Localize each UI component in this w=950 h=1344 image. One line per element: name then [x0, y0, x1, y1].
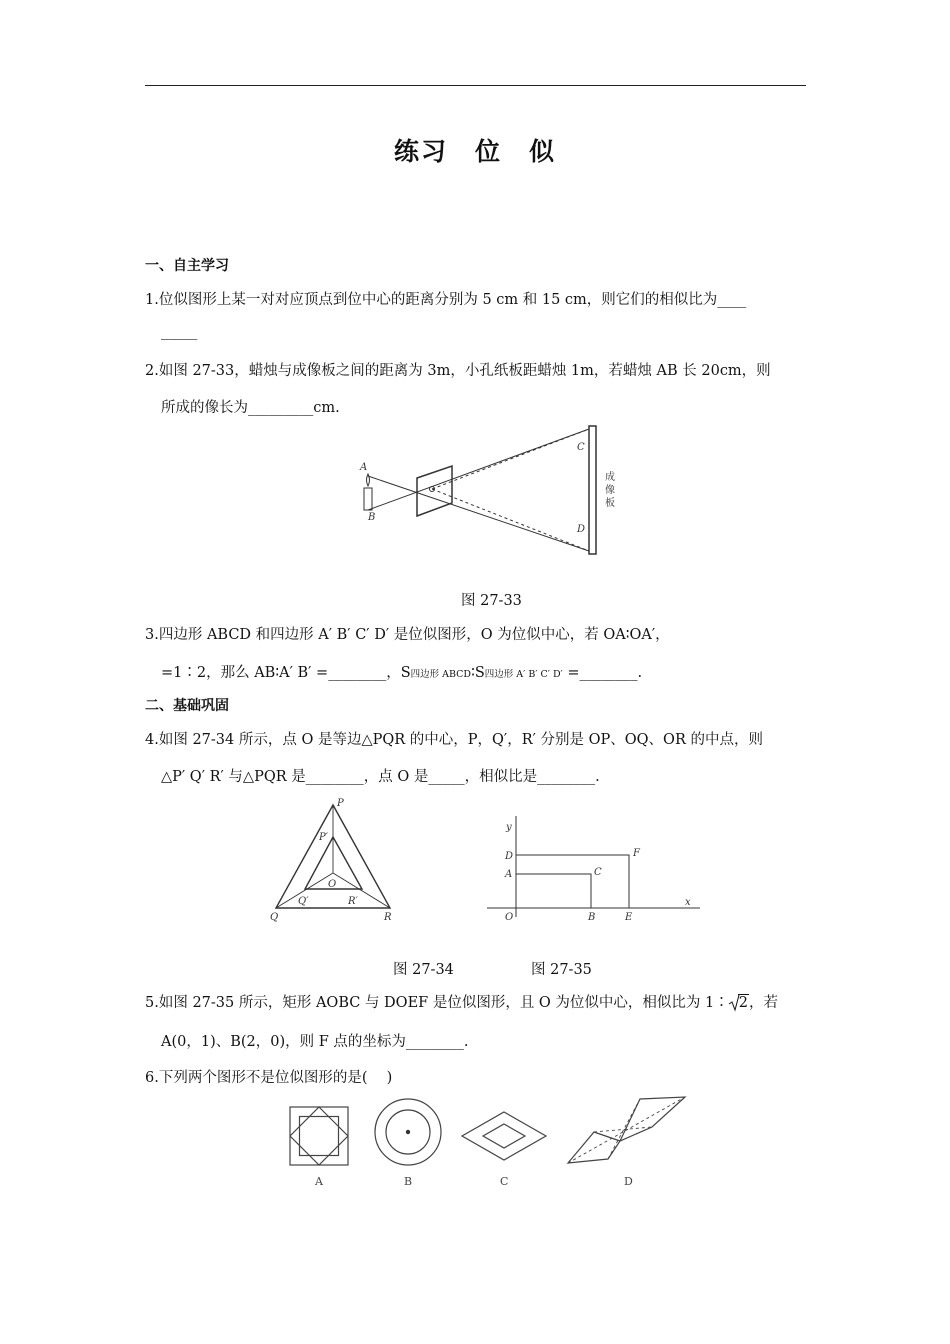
- q3-text-c: =________.: [562, 665, 643, 681]
- label-d: D: [577, 524, 586, 535]
- label-a: A: [505, 869, 513, 880]
- board-char-2: 像: [605, 485, 615, 496]
- figure-27-33-caption: 图 27-33: [461, 593, 522, 609]
- label-q: Q: [270, 912, 279, 923]
- label-d: D: [505, 851, 514, 862]
- label-c: C: [577, 442, 585, 453]
- label-p-prime: P′: [319, 832, 328, 843]
- question-5-line-2: A(0，1)、B(2，0)，则 F 点的坐标为________.: [161, 1034, 469, 1050]
- q3-subscript-1: 四边形 ABCD: [410, 669, 472, 680]
- question-1-line-2: _____: [161, 324, 198, 340]
- label-r-prime: R′: [348, 896, 358, 907]
- figure-27-35: [482, 812, 707, 924]
- rect-doef: [516, 855, 629, 908]
- q3-text-a: =1∶2，那么 AB∶A′ B′ =________，S: [161, 665, 411, 681]
- figure-27-34-caption: 图 27-34: [393, 962, 454, 978]
- question-2-line-1: 2.如图 27-33，蜡烛与成像板之间的距离为 3m，小孔纸板距蜡烛 1m，若蜡烛 AB 长 20cm，则: [145, 363, 771, 379]
- candle-body: [364, 488, 372, 510]
- label-b: B: [588, 912, 596, 923]
- figure-27-33: [355, 420, 635, 560]
- label-b: B: [368, 512, 376, 523]
- section-heading-basic: 二、基础巩固: [145, 698, 229, 714]
- option-d-lower-shape: [568, 1132, 620, 1163]
- question-6-line-1: 6.下列两个图形不是位似图形的是( ): [145, 1070, 393, 1086]
- option-label-d: D: [624, 1175, 633, 1188]
- label-p: P: [337, 798, 344, 809]
- header-rule: [145, 85, 806, 86]
- option-a-diamond: [290, 1107, 348, 1165]
- question-2-line-2: 所成的像长为_________cm.: [161, 400, 340, 416]
- label-f: F: [633, 848, 640, 859]
- section-heading-self-study: 一、自主学习: [145, 258, 229, 274]
- option-c-inner-rhombus: [483, 1124, 525, 1148]
- option-a-inner-square: [300, 1117, 339, 1156]
- image-screen: [589, 426, 596, 554]
- page-title: 练习 位 似: [393, 137, 556, 166]
- sqrt-symbol: [729, 995, 749, 1011]
- option-a-square: [290, 1107, 348, 1165]
- question-4-line-1: 4.如图 27-34 所示，点 O 是等边△PQR 的中心，P，Q′，R′ 分别是 OP、OQ、OR 的中点，则: [145, 732, 763, 748]
- label-e: E: [625, 912, 633, 923]
- question-3-line-2: [161, 661, 642, 682]
- question-1-line-1: 1.位似图形上某一对对应顶点到位中心的距离分别为 5 cm 和 15 cm，则它们的相似比为____: [145, 292, 747, 308]
- label-q-prime: Q′: [298, 896, 309, 907]
- label-x: x: [685, 897, 691, 908]
- rect-aobc: [516, 874, 591, 908]
- q3-subscript-2: 四边形 A′ B′ C′ D′: [484, 669, 563, 680]
- label-r: R: [384, 912, 392, 923]
- option-c-outer-rhombus: [462, 1112, 546, 1160]
- option-label-a: A: [315, 1175, 323, 1188]
- label-a: A: [360, 462, 368, 473]
- figure-27-35-caption: 图 27-35: [531, 962, 592, 978]
- option-b-center-dot: [406, 1130, 410, 1134]
- label-o: O: [505, 912, 514, 923]
- board-char-3: 板: [605, 498, 615, 509]
- question-6-options: [285, 1095, 695, 1190]
- q5-text-a: 5.如图 27-35 所示，矩形 AOBC 与 DOEF 是位似图形，且 O 为位似中心，相似比为 1∶: [145, 995, 729, 1011]
- sqrt-radicand: 2: [738, 995, 748, 1011]
- label-c: C: [594, 867, 602, 878]
- figure-27-34: [268, 795, 403, 925]
- label-o: O: [328, 879, 337, 890]
- option-label-b: B: [404, 1175, 413, 1188]
- question-4-line-2: △P′ Q′ R′ 与△PQR 是________，点 O 是_____，相似比是________.: [161, 769, 600, 785]
- candle-flame: [367, 474, 370, 486]
- q5-text-b: ，若: [749, 995, 778, 1011]
- option-label-c: C: [500, 1175, 509, 1188]
- label-y: y: [506, 822, 512, 833]
- question-3-line-1: 3.四边形 ABCD 和四边形 A′ B′ C′ D′ 是位似图形，O 为位似中心，若 OA∶OA′，: [145, 627, 670, 643]
- board-char-1: 成: [605, 472, 615, 483]
- pinhole-board: [417, 466, 452, 516]
- q3-text-b: ∶S: [471, 665, 485, 681]
- option-d-upper-shape: [620, 1097, 685, 1141]
- question-5-line-1: [145, 991, 778, 1012]
